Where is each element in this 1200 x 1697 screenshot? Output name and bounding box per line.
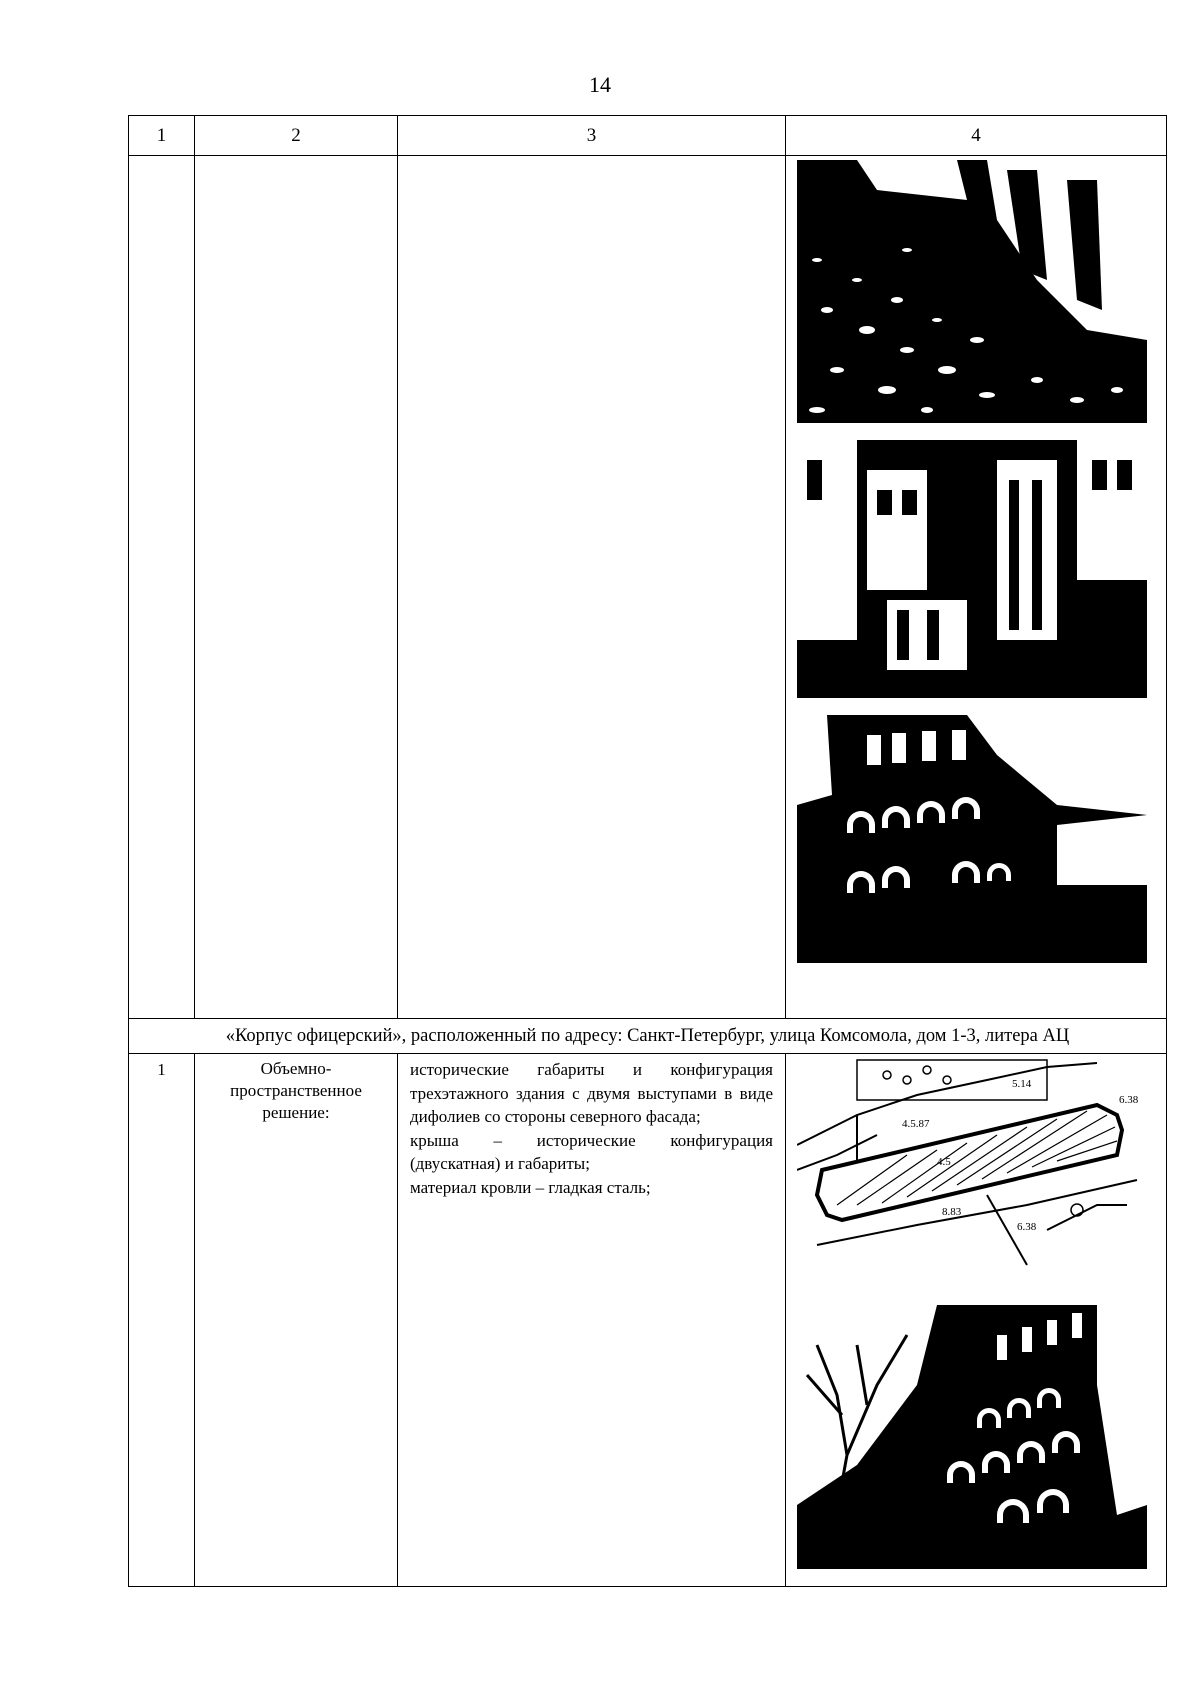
header-cell-1: 1	[129, 116, 195, 156]
building-caption-row	[129, 1019, 1167, 1054]
feature-description	[398, 1054, 785, 1199]
site-plan-map	[797, 1055, 1147, 1283]
building-caption: «Корпус офицерский», расположенный по адресу: Санкт-Петербург, улица Комсомола, дом 1-3, литера АЦ	[129, 1019, 1167, 1054]
table-row-continued	[129, 156, 1167, 1019]
photo-cell	[786, 1054, 1167, 1587]
plan-label: 4.5	[937, 1156, 951, 1168]
plan-label: 5.14	[1012, 1078, 1032, 1090]
photo-courtyard-ground	[797, 160, 1147, 423]
photo-cell	[786, 156, 1167, 1019]
table-header-row	[129, 116, 1167, 156]
header-cell-3: 3	[398, 116, 786, 156]
photo-building-with-tree	[797, 1305, 1147, 1569]
row-number: 1	[157, 1060, 166, 1079]
header-cell-4: 4	[786, 116, 1167, 156]
empty-cell	[398, 156, 786, 1019]
feature-name: Объемно-пространственное решение:	[230, 1059, 362, 1122]
description-line-1: исторические габариты и конфигурация трехэтажного здания с двумя выступами в виде дифолиев со стороны северного фасада;	[410, 1060, 773, 1126]
plan-label: 6.38	[1017, 1221, 1037, 1233]
plan-label: 8.83	[942, 1206, 962, 1218]
protected-features-table	[128, 115, 1167, 1587]
table-row	[129, 1054, 1167, 1587]
plan-label: 4.5.87	[902, 1118, 930, 1130]
photo-building-arched-windows	[797, 715, 1147, 963]
header-cell-2: 2	[195, 116, 398, 156]
page-number: 14	[589, 72, 611, 97]
description-line-3: материал кровли – гладкая сталь;	[410, 1177, 651, 1197]
photo-facade-street	[797, 440, 1147, 698]
plan-label: 6.38	[1119, 1094, 1139, 1106]
empty-cell	[195, 156, 398, 1019]
empty-cell	[129, 156, 195, 1019]
description-line-2: крыша – исторические конфигурация (двускатная) и габариты;	[410, 1130, 773, 1173]
